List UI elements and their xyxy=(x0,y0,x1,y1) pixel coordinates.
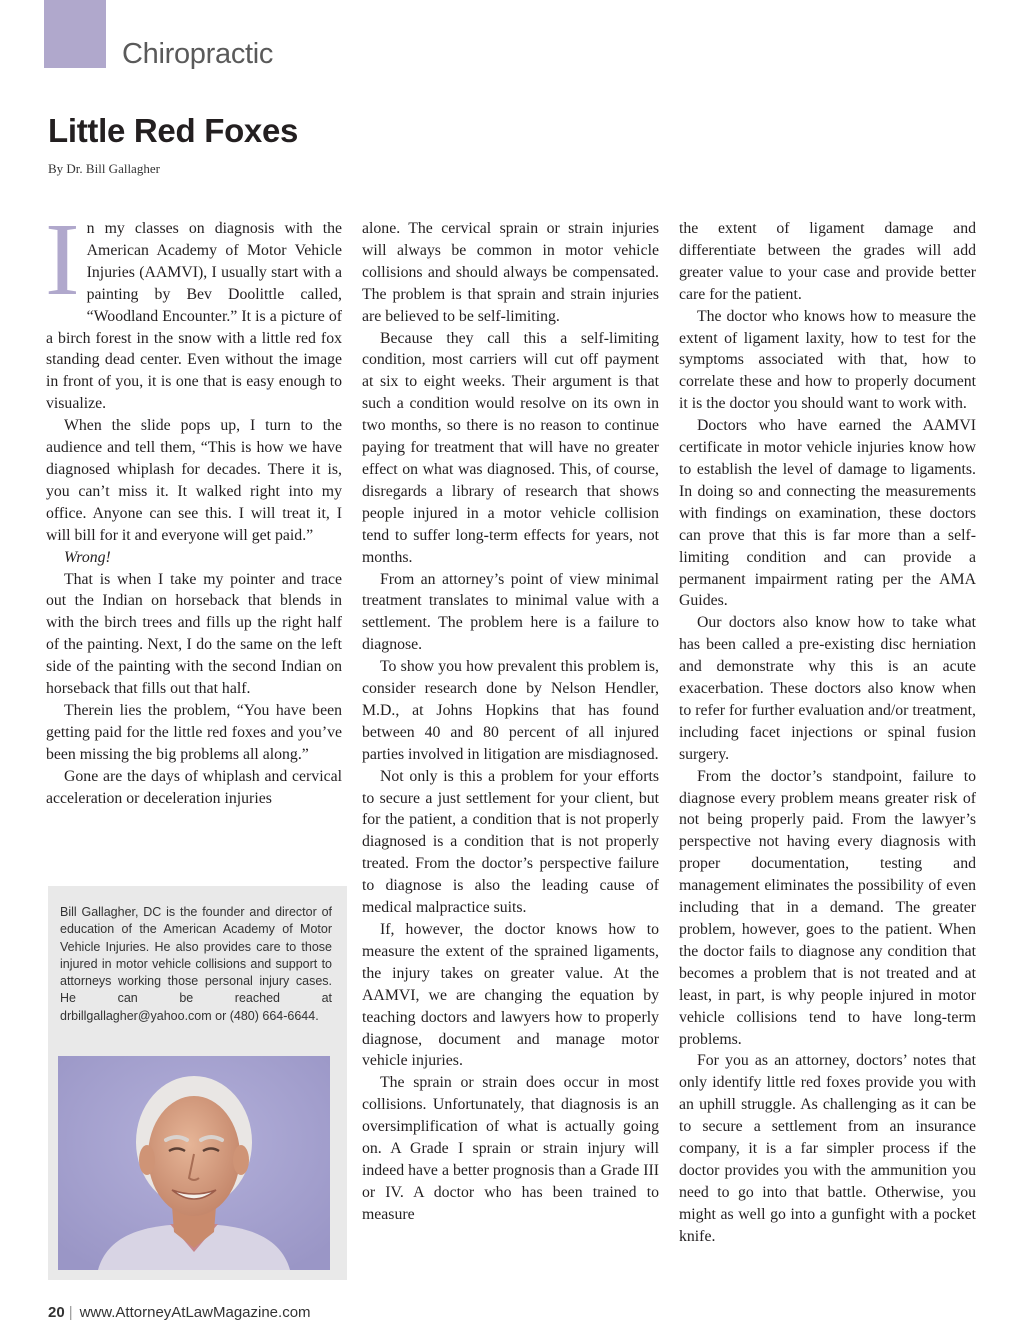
paragraph: Therein lies the problem, “You have been getting paid for the little red foxes and you’ve been missing the big problems all along.” xyxy=(46,701,342,763)
paragraph: Not only is this a problem for your efforts to secure a just settlement for your client, but for the patient, a condition that is not properly diagnosed is a condition that is not properly treated. From the doctor’s perspective failure to diagnose is also the leading cause of medical malpractice suits. xyxy=(362,767,659,917)
byline: By Dr. Bill Gallagher xyxy=(48,161,160,176)
section-title: Chiropractic xyxy=(122,38,274,70)
page-footer xyxy=(48,1304,311,1321)
article-column-1 xyxy=(45,202,342,809)
footer-divider: | xyxy=(68,1304,73,1321)
paragraph: Our doctors also know how to take what has been called a pre-existing disc herniation and demonstrate why this is an acute exacerbation. These doctors also know when to refer for further evaluation and/or treatment, including facet injections or spinal fusion surgery. xyxy=(679,614,976,763)
paragraph: For you as an attorney, doctors’ notes that only identify little red foxes provide you with an uphill struggle. As challenging as it can be to secure a settlement from an insurance company, it is a far simpler process if the doctor provides you with the ammunition you need to go into that battle. Otherwise, you might as well go into a gunfight with a pocket knife. xyxy=(679,1052,976,1245)
paragraph: From the doctor’s standpoint, failure to diagnose every problem means greater risk of not being properly paid. From the lawyer’s perspective not having every diagnosis with proper documentation, testing and management eliminates the possibility of even including that in a demand. The greater problem, however, goes to the patient. When the doctor fails to diagnose any condition that becomes a problem that is not treated and at least, in part, is why people injured in motor vehicle collisions tend to have long-term problems. xyxy=(679,767,976,1048)
paragraph-text: n my classes on diagnosis with the American Academy of Motor Vehicle Injuries (AAMVI), I usually start with a painting by Bev Doolittle called, “Woodland Encounter.” It is a picture of a birch forest in the snow with a little red fox standing dead center. Even without the image in front of you, it is one that is easy enough to visualize. xyxy=(46,220,342,413)
page-number: 20 xyxy=(48,1304,65,1321)
paragraph: When the slide pops up, I turn to the audience and tell them, “This is how we have diagnosed whiplash for decades. There it is, you can’t miss it. It walked right into my office. Anyone can see this. I will treat it, I will bill for it and everyone will get paid.” xyxy=(46,417,342,544)
author-bio-box xyxy=(48,886,347,1280)
author-photo xyxy=(58,1056,330,1270)
paragraph: That is when I take my pointer and trace out the Indian on horseback that blends in with the birch trees and fills up the right half of the painting. Next, I do the same on the left side of the painting with the second Indian on horseback that fills out that half. xyxy=(46,570,342,698)
footer-website: www.AttorneyAtLawMagazine.com xyxy=(79,1304,311,1321)
paragraph: Wrong! xyxy=(64,548,111,566)
paragraph: alone. The cervical sprain or strain injuries will always be common in motor vehicle collisions and should always be compensated. The problem is that sprain and strain injuries are believed to be self-limiting. xyxy=(362,220,659,325)
paragraph: Doctors who have earned the AAMVI certificate in motor vehicle injuries know how to establish the level of damage to ligaments. In doing so and connecting the measurements with findings on examination, these doctors can prove that this is far more than a self-limiting condition and can provide a permanent impairment rating per the AMA Guides. xyxy=(679,417,976,610)
paragraph: Because they call this a self-limiting condition, most carriers will cut off payment at six to eight weeks. Their argument is that such a condition would resolve on its own in two months, so there is no reason to continue paying for treatment that will have no greater effect on what was diagnosed. This, of course, disregards a library of research that shows people injured in a motor vehicle collision tend to suffer long-term effects for years, not months. xyxy=(362,329,659,566)
paragraph: Gone are the days of whiplash and cervical acceleration or deceleration injuries xyxy=(46,767,342,807)
paragraph: The sprain or strain does occur in most collisions. Unfortunately, that diagnosis is an oversimplification of what is actually going on. A Grade I sprain or strain injury will indeed have a better prognosis than a Grade III or IV. A doctor who has been trained to measure xyxy=(362,1074,659,1223)
paragraph: To show you how prevalent this problem is, consider research done by Nelson Hendler, M.D., at Johns Hopkins that has found between 40 and 80 percent of all injured parties involved in litigation are misdiagnosed. xyxy=(362,658,659,763)
drop-cap: I xyxy=(45,202,80,317)
paragraph: From an attorney’s point of view minimal treatment translates to minimal value with a settlement. The problem here is a failure to diagnose. xyxy=(362,570,659,654)
paragraph: If, however, the doctor knows how to measure the extent of the sprained ligaments, the injury takes on greater value. At the AAMVI, we are changing the equation by teaching doctors and lawyers how to properly diagnose, document and manage motor vehicle injuries. xyxy=(362,921,659,1070)
paragraph: The doctor who knows how to measure the extent of ligament laxity, how to test for the symptoms associated with that, how to correlate these and how to properly document it is the doctor you should want to work with. xyxy=(679,307,976,413)
article-column-2 xyxy=(362,218,659,1226)
section-accent-block xyxy=(44,0,106,68)
author-bio-text: Bill Gallagher, DC is the founder and director of education of the American Academy of Motor Vehicle Injuries. He also provides care to those injured in motor vehicle collisions and support to attorneys working those personal injury cases. He can be reached at drbillgallagher@yahoo.com or (480) 664-6644. xyxy=(60,905,332,1023)
article-headline: Little Red Foxes xyxy=(48,112,299,149)
paragraph xyxy=(45,202,342,415)
paragraph: the extent of ligament damage and differentiate between the grades will add greater value to your case and provide better care for the patient. xyxy=(679,220,976,303)
article-column-3 xyxy=(679,218,976,1248)
